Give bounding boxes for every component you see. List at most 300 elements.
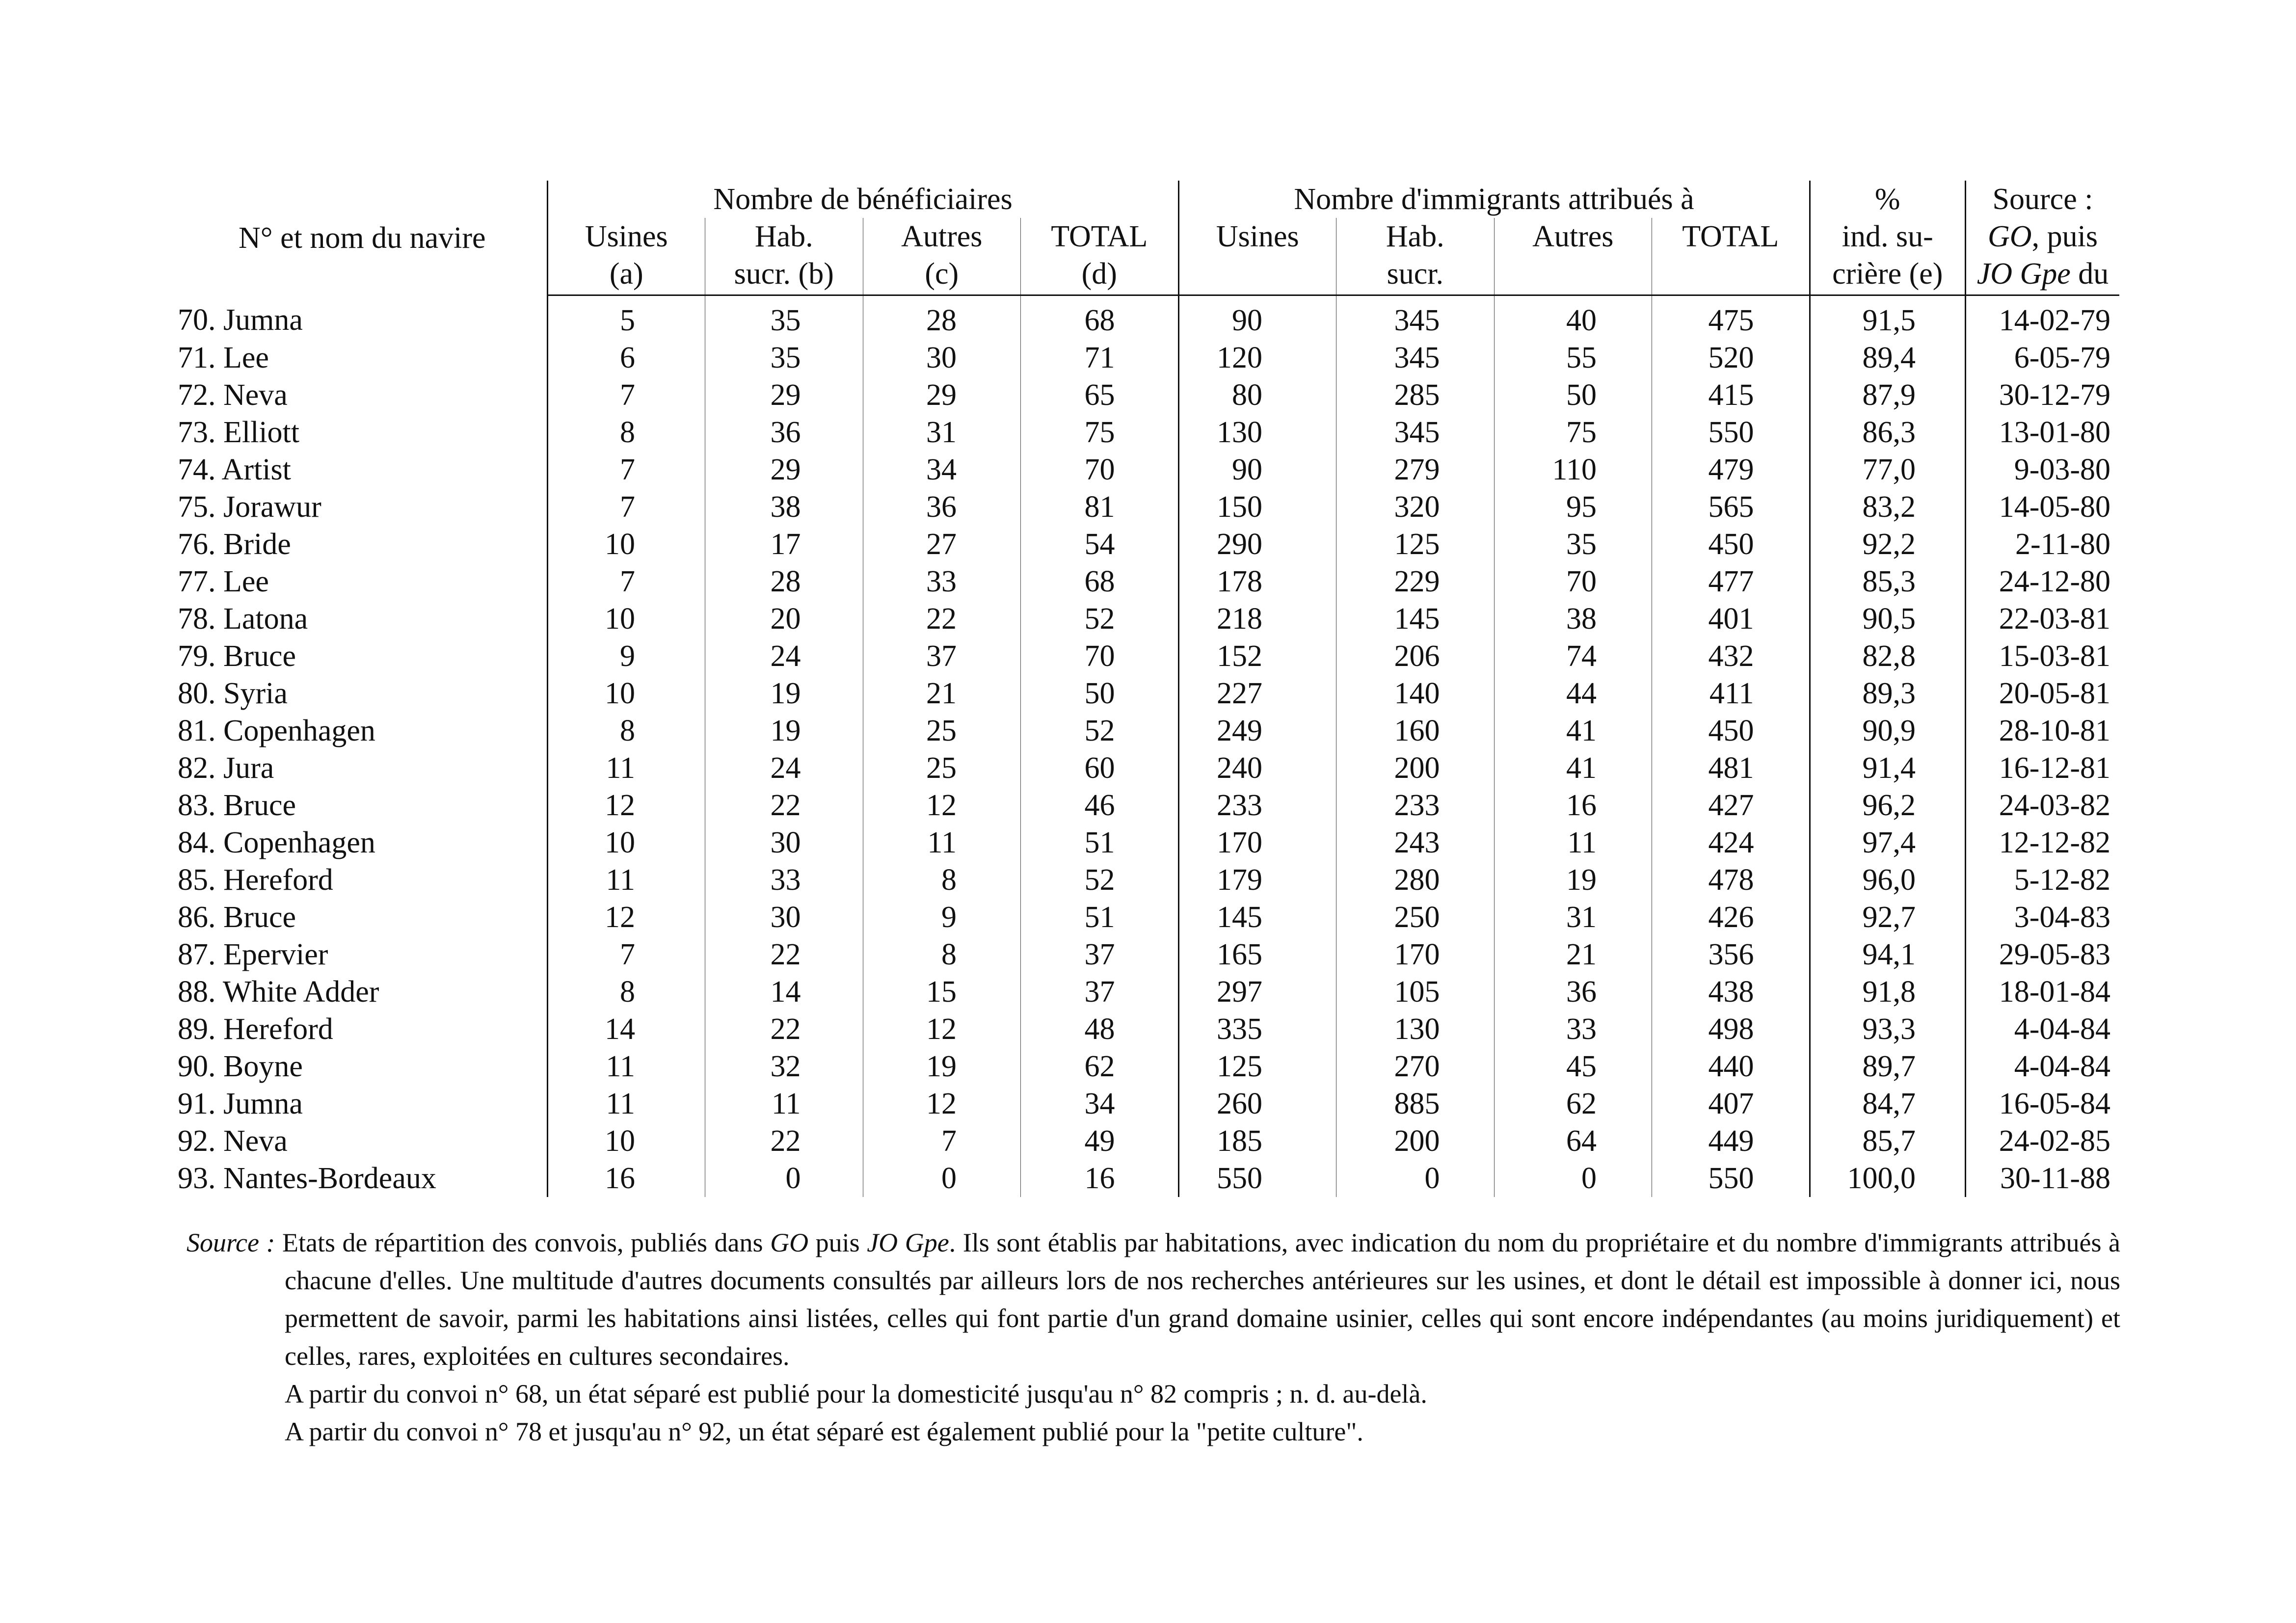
immigrants-group-header: Nombre d'immigrants attribués à	[1178, 181, 1810, 218]
pct-ind-sucriere: 91,4	[1810, 749, 1965, 787]
benef-usines: 9	[547, 638, 705, 675]
benef-usines: 7	[547, 451, 705, 488]
table-row	[178, 414, 2119, 451]
immig-autres: 45	[1494, 1048, 1652, 1085]
immig-usines: 260	[1178, 1085, 1336, 1122]
immig-total: 550	[1652, 414, 1810, 451]
immig-autres: 40	[1494, 295, 1652, 340]
table-row	[178, 973, 2119, 1011]
benef-hab: 29	[705, 451, 863, 488]
immig-usines: 90	[1178, 295, 1336, 340]
immig-usines: 170	[1178, 824, 1336, 861]
pct-ind-sucriere: 90,5	[1810, 600, 1965, 638]
immig-autres: 31	[1494, 899, 1652, 936]
table-row	[178, 295, 2119, 340]
note-paragraph-1	[187, 1224, 2120, 1375]
immig-total: 565	[1652, 488, 1810, 526]
immig-usines: 550	[1178, 1160, 1336, 1197]
immig-hab: 145	[1336, 600, 1495, 638]
benef-autres: 31	[863, 414, 1021, 451]
benef-hab: 0	[705, 1160, 863, 1197]
benef-total: 37	[1021, 973, 1179, 1011]
benef-hab: 30	[705, 899, 863, 936]
source-header-top: Source :	[1966, 181, 2120, 218]
pct-ind-sucriere: 89,4	[1810, 339, 1965, 376]
benef-autres: 33	[863, 563, 1021, 600]
source-header-mid	[1966, 218, 2120, 255]
pct-ind-sucriere: 85,7	[1810, 1122, 1965, 1160]
ship-name: 81. Copenhagen	[178, 714, 375, 747]
benef-total: 70	[1021, 451, 1179, 488]
benef-usines: 16	[547, 1160, 705, 1197]
note-text-a: Etats de répartition des convois, publiés dans	[275, 1228, 771, 1257]
table-row	[178, 451, 2119, 488]
immig-hab: 285	[1336, 376, 1495, 414]
benef-hab: 22	[705, 1122, 863, 1160]
benef-autres: 34	[863, 451, 1021, 488]
immig-autres: 110	[1494, 451, 1652, 488]
benef-hab: 35	[705, 339, 863, 376]
ship-column-header: N° et nom du navire	[239, 221, 486, 255]
immig-autres: 0	[1494, 1160, 1652, 1197]
benef-autres: 0	[863, 1160, 1021, 1197]
source-date: 14-02-79	[1966, 295, 2120, 340]
benef-total: 37	[1021, 936, 1179, 973]
source-date: 9-03-80	[1966, 451, 2120, 488]
benef-hab: 24	[705, 638, 863, 675]
immig-hab: 125	[1336, 526, 1495, 563]
immig-autres: 38	[1494, 600, 1652, 638]
immigrant-distribution-table	[178, 181, 2119, 1197]
immig-total: 498	[1652, 1011, 1810, 1048]
immig-hab: 233	[1336, 787, 1495, 824]
benef-total: 52	[1021, 712, 1179, 749]
benef-autres: 11	[863, 824, 1021, 861]
benef-usines: 11	[547, 1048, 705, 1085]
benef-total: 34	[1021, 1085, 1179, 1122]
source-date: 28-10-81	[1966, 712, 2120, 749]
benef-autres: 22	[863, 600, 1021, 638]
beneficiaries-group-header: Nombre de bénéficiaires	[547, 181, 1178, 218]
immig-autres: 33	[1494, 1011, 1652, 1048]
immig-autres: 55	[1494, 339, 1652, 376]
benef-hab: 28	[705, 563, 863, 600]
immig-usines: 125	[1178, 1048, 1336, 1085]
immig-autres: 36	[1494, 973, 1652, 1011]
table-row	[178, 936, 2119, 973]
immig-hab: 279	[1336, 451, 1495, 488]
benef-hab: 29	[705, 376, 863, 414]
benef-usines: 11	[547, 749, 705, 787]
source-header-mid-rest: , puis	[2031, 220, 2098, 253]
table-row	[178, 861, 2119, 899]
i-autres-header: Autres	[1494, 218, 1652, 255]
table-row	[178, 563, 2119, 600]
source-date: 20-05-81	[1966, 675, 2120, 712]
immig-autres: 19	[1494, 861, 1652, 899]
benef-hab: 32	[705, 1048, 863, 1085]
immig-total: 411	[1652, 675, 1810, 712]
benef-usines: 12	[547, 787, 705, 824]
immig-usines: 150	[1178, 488, 1336, 526]
immig-total: 415	[1652, 376, 1810, 414]
benef-total: 46	[1021, 787, 1179, 824]
pct-ind-sucriere: 87,9	[1810, 376, 1965, 414]
benef-total: 65	[1021, 376, 1179, 414]
benef-autres: 9	[863, 899, 1021, 936]
immig-autres: 41	[1494, 712, 1652, 749]
pct-ind-sucriere: 92,7	[1810, 899, 1965, 936]
benef-hab: 22	[705, 1011, 863, 1048]
immig-usines: 185	[1178, 1122, 1336, 1160]
note-jo-italic: JO Gpe	[867, 1228, 949, 1257]
i-hab-sub: sucr.	[1336, 255, 1495, 295]
pct-ind-sucriere: 100,0	[1810, 1160, 1965, 1197]
source-date: 6-05-79	[1966, 339, 2120, 376]
table-row	[178, 787, 2119, 824]
benef-autres: 12	[863, 1085, 1021, 1122]
pct-ind-sucriere: 77,0	[1810, 451, 1965, 488]
table-row	[178, 899, 2119, 936]
benef-usines: 8	[547, 414, 705, 451]
ship-name: 80. Syria	[178, 677, 288, 710]
benef-autres: 19	[863, 1048, 1021, 1085]
benef-usines: 10	[547, 824, 705, 861]
note-paragraph-2: A partir du convoi n° 68, un état séparé est publié pour la domesticité jusqu'au n° 82 compris ; n. d. au-delà.	[285, 1379, 1427, 1409]
source-date: 16-05-84	[1966, 1085, 2120, 1122]
note-text-b: puis	[808, 1228, 867, 1257]
benef-usines: 6	[547, 339, 705, 376]
immig-autres: 74	[1494, 638, 1652, 675]
immig-usines: 90	[1178, 451, 1336, 488]
immig-usines: 290	[1178, 526, 1336, 563]
table-row	[178, 824, 2119, 861]
ship-name: 74. Artist	[178, 453, 291, 486]
benef-autres: 15	[863, 973, 1021, 1011]
immig-autres: 95	[1494, 488, 1652, 526]
immig-autres: 35	[1494, 526, 1652, 563]
benef-usines: 12	[547, 899, 705, 936]
benef-total: 52	[1021, 600, 1179, 638]
immig-hab: 206	[1336, 638, 1495, 675]
immig-hab: 320	[1336, 488, 1495, 526]
source-header-bot-rest: du	[2070, 257, 2109, 291]
benef-total: 62	[1021, 1048, 1179, 1085]
benef-hab: 22	[705, 787, 863, 824]
table-row	[178, 1085, 2119, 1122]
benef-autres: 28	[863, 295, 1021, 340]
immig-hab: 345	[1336, 339, 1495, 376]
immig-hab: 345	[1336, 414, 1495, 451]
immig-total: 356	[1652, 936, 1810, 973]
source-header-bot	[1966, 255, 2120, 295]
table-row	[178, 1011, 2119, 1048]
immig-hab: 170	[1336, 936, 1495, 973]
ship-name: 70. Jumna	[178, 303, 303, 337]
benef-usines: 7	[547, 488, 705, 526]
benef-usines: 7	[547, 376, 705, 414]
ship-name: 71. Lee	[178, 341, 269, 374]
pct-ind-sucriere: 83,2	[1810, 488, 1965, 526]
benef-hab: 22	[705, 936, 863, 973]
benef-total: 68	[1021, 563, 1179, 600]
source-date: 22-03-81	[1966, 600, 2120, 638]
benef-autres: 12	[863, 1011, 1021, 1048]
benef-total: 49	[1021, 1122, 1179, 1160]
immig-usines: 218	[1178, 600, 1336, 638]
table-row	[178, 1122, 2119, 1160]
immig-usines: 80	[1178, 376, 1336, 414]
immig-hab: 140	[1336, 675, 1495, 712]
immig-total: 550	[1652, 1160, 1810, 1197]
immig-usines: 233	[1178, 787, 1336, 824]
benef-usines: 7	[547, 936, 705, 973]
source-date: 30-11-88	[1966, 1160, 2120, 1197]
ship-name: 76. Bride	[178, 528, 291, 561]
source-date: 2-11-80	[1966, 526, 2120, 563]
pct-ind-sucriere: 92,2	[1810, 526, 1965, 563]
benef-usines: 10	[547, 600, 705, 638]
note-source-label: Source :	[187, 1228, 275, 1257]
ship-name: 82. Jura	[178, 751, 274, 785]
pct-ind-sucriere: 91,5	[1810, 295, 1965, 340]
benef-autres: 21	[863, 675, 1021, 712]
ship-name: 84. Copenhagen	[178, 826, 375, 859]
pct-ind-sucriere: 94,1	[1810, 936, 1965, 973]
immig-total: 479	[1652, 451, 1810, 488]
benef-autres: 27	[863, 526, 1021, 563]
source-date: 16-12-81	[1966, 749, 2120, 787]
benef-usines: 10	[547, 1122, 705, 1160]
note-paragraph-3: A partir du convoi n° 78 et jusqu'au n° 92, un état séparé est également publié pour la "petite culture".	[285, 1417, 1363, 1446]
immig-hab: 160	[1336, 712, 1495, 749]
source-date: 4-04-84	[1966, 1011, 2120, 1048]
benef-total: 70	[1021, 638, 1179, 675]
benef-usines: 5	[547, 295, 705, 340]
source-date: 13-01-80	[1966, 414, 2120, 451]
table-row	[178, 1048, 2119, 1085]
benef-usines: 8	[547, 712, 705, 749]
benef-total: 16	[1021, 1160, 1179, 1197]
b-hab-header: Hab.	[705, 218, 863, 255]
benef-autres: 12	[863, 787, 1021, 824]
immig-hab: 270	[1336, 1048, 1495, 1085]
pct-ind-sucriere: 96,0	[1810, 861, 1965, 899]
immig-hab: 243	[1336, 824, 1495, 861]
pct-ind-sucriere: 85,3	[1810, 563, 1965, 600]
ship-name: 85. Hereford	[178, 863, 333, 897]
benef-hab: 35	[705, 295, 863, 340]
ship-name: 75. Jorawur	[178, 490, 321, 524]
source-date: 29-05-83	[1966, 936, 2120, 973]
source-date: 4-04-84	[1966, 1048, 2120, 1085]
pct-ind-sucriere: 93,3	[1810, 1011, 1965, 1048]
benef-total: 68	[1021, 295, 1179, 340]
immig-total: 449	[1652, 1122, 1810, 1160]
b-usines-header: Usines	[547, 218, 705, 255]
immig-autres: 21	[1494, 936, 1652, 973]
pct-ind-sucriere: 97,4	[1810, 824, 1965, 861]
immig-autres: 62	[1494, 1085, 1652, 1122]
benef-hab: 30	[705, 824, 863, 861]
table-row	[178, 1160, 2119, 1197]
benef-hab: 17	[705, 526, 863, 563]
immig-usines: 297	[1178, 973, 1336, 1011]
i-autres-sub	[1494, 255, 1652, 295]
benef-usines: 8	[547, 973, 705, 1011]
table-row	[178, 376, 2119, 414]
benef-hab: 19	[705, 675, 863, 712]
ship-name: 87. Epervier	[178, 938, 328, 971]
pct-ind-sucriere: 84,7	[1810, 1085, 1965, 1122]
benef-autres: 36	[863, 488, 1021, 526]
source-date: 30-12-79	[1966, 376, 2120, 414]
i-total-sub	[1652, 255, 1810, 295]
immig-total: 427	[1652, 787, 1810, 824]
source-date: 15-03-81	[1966, 638, 2120, 675]
immig-autres: 75	[1494, 414, 1652, 451]
ship-name: 86. Bruce	[178, 901, 296, 934]
b-usines-sub: (a)	[547, 255, 705, 295]
pct-ind-sucriere: 90,9	[1810, 712, 1965, 749]
pct-ind-sucriere: 86,3	[1810, 414, 1965, 451]
benef-total: 75	[1021, 414, 1179, 451]
immig-hab: 0	[1336, 1160, 1495, 1197]
ship-name: 92. Neva	[178, 1124, 288, 1158]
immig-usines: 249	[1178, 712, 1336, 749]
immig-total: 407	[1652, 1085, 1810, 1122]
table-row	[178, 712, 2119, 749]
benef-total: 52	[1021, 861, 1179, 899]
immig-usines: 152	[1178, 638, 1336, 675]
table-row	[178, 749, 2119, 787]
pct-ind-sucriere: 89,3	[1810, 675, 1965, 712]
header-row-1	[178, 181, 2119, 218]
ship-name: 78. Latona	[178, 602, 308, 636]
benef-hab: 14	[705, 973, 863, 1011]
immig-usines: 335	[1178, 1011, 1336, 1048]
benef-total: 50	[1021, 675, 1179, 712]
immig-total: 438	[1652, 973, 1810, 1011]
immig-total: 440	[1652, 1048, 1810, 1085]
i-usines-header: Usines	[1178, 218, 1336, 255]
immig-total: 478	[1652, 861, 1810, 899]
benef-usines: 10	[547, 526, 705, 563]
note-go-italic: GO	[770, 1228, 809, 1257]
immig-autres: 41	[1494, 749, 1652, 787]
ship-name: 91. Jumna	[178, 1087, 303, 1120]
benef-hab: 33	[705, 861, 863, 899]
immig-total: 450	[1652, 712, 1810, 749]
table-row	[178, 488, 2119, 526]
immig-hab: 280	[1336, 861, 1495, 899]
benef-hab: 11	[705, 1085, 863, 1122]
immig-total: 424	[1652, 824, 1810, 861]
immig-usines: 145	[1178, 899, 1336, 936]
source-date: 3-04-83	[1966, 899, 2120, 936]
benef-autres: 25	[863, 712, 1021, 749]
b-total-sub: (d)	[1021, 255, 1179, 295]
benef-total: 51	[1021, 899, 1179, 936]
pct-ind-sucriere: 89,7	[1810, 1048, 1965, 1085]
source-date: 24-02-85	[1966, 1122, 2120, 1160]
immig-usines: 165	[1178, 936, 1336, 973]
benef-autres: 8	[863, 936, 1021, 973]
pct-ind-sucriere: 96,2	[1810, 787, 1965, 824]
benef-autres: 8	[863, 861, 1021, 899]
immig-autres: 16	[1494, 787, 1652, 824]
immig-total: 432	[1652, 638, 1810, 675]
benef-total: 60	[1021, 749, 1179, 787]
benef-autres: 7	[863, 1122, 1021, 1160]
pct-header-mid: ind. su-	[1810, 218, 1965, 255]
b-autres-header: Autres	[863, 218, 1021, 255]
table-row	[178, 600, 2119, 638]
immig-autres: 44	[1494, 675, 1652, 712]
note-text-c: . Ils sont établis par habitations, avec indication du nom du propriétaire et du nombre d'immigrants attribués à chacune d'elles. Une multitude d'autres documents consultés par ailleurs lors de nos recherches antérieures sur les usines, et dont le détail est impossible à donner ici, nous permettent de savoir, parmi les habitations ainsi listées, celles qui font partie d'un grand domaine usinier, celles qui sont encore indépendantes (au moins juridiquement) et celles, rares, exploitées en cultures secondaires.	[285, 1228, 2120, 1371]
immig-hab: 885	[1336, 1085, 1495, 1122]
source-date: 18-01-84	[1966, 973, 2120, 1011]
immig-hab: 345	[1336, 295, 1495, 340]
immig-usines: 178	[1178, 563, 1336, 600]
benef-total: 54	[1021, 526, 1179, 563]
i-usines-sub	[1178, 255, 1336, 295]
source-date: 14-05-80	[1966, 488, 2120, 526]
benef-autres: 25	[863, 749, 1021, 787]
b-autres-sub: (c)	[863, 255, 1021, 295]
pct-header-bot: crière (e)	[1810, 255, 1965, 295]
ship-name: 89. Hereford	[178, 1012, 333, 1046]
immig-autres: 64	[1494, 1122, 1652, 1160]
immig-usines: 227	[1178, 675, 1336, 712]
source-go-italic: GO	[1988, 220, 2032, 253]
benef-usines: 10	[547, 675, 705, 712]
b-hab-sub: sucr. (b)	[705, 255, 863, 295]
immig-total: 520	[1652, 339, 1810, 376]
benef-autres: 37	[863, 638, 1021, 675]
immig-hab: 200	[1336, 1122, 1495, 1160]
source-date: 12-12-82	[1966, 824, 2120, 861]
source-date: 5-12-82	[1966, 861, 2120, 899]
table-row	[178, 638, 2119, 675]
benef-autres: 30	[863, 339, 1021, 376]
ship-name: 72. Neva	[178, 378, 288, 412]
immig-usines: 240	[1178, 749, 1336, 787]
immig-hab: 250	[1336, 899, 1495, 936]
benef-total: 51	[1021, 824, 1179, 861]
source-note	[187, 1224, 2120, 1451]
i-total-header: TOTAL	[1652, 218, 1810, 255]
benef-usines: 14	[547, 1011, 705, 1048]
table-row	[178, 339, 2119, 376]
table-row	[178, 675, 2119, 712]
immig-total: 477	[1652, 563, 1810, 600]
immig-hab: 105	[1336, 973, 1495, 1011]
pct-header-top: %	[1810, 181, 1965, 218]
ship-name: 77. Lee	[178, 565, 269, 598]
benef-usines: 7	[547, 563, 705, 600]
immig-hab: 229	[1336, 563, 1495, 600]
benef-hab: 36	[705, 414, 863, 451]
immig-usines: 130	[1178, 414, 1336, 451]
immig-total: 426	[1652, 899, 1810, 936]
benef-total: 71	[1021, 339, 1179, 376]
benef-autres: 29	[863, 376, 1021, 414]
immig-total: 450	[1652, 526, 1810, 563]
immig-usines: 179	[1178, 861, 1336, 899]
table-body	[178, 295, 2119, 1197]
immig-total: 401	[1652, 600, 1810, 638]
